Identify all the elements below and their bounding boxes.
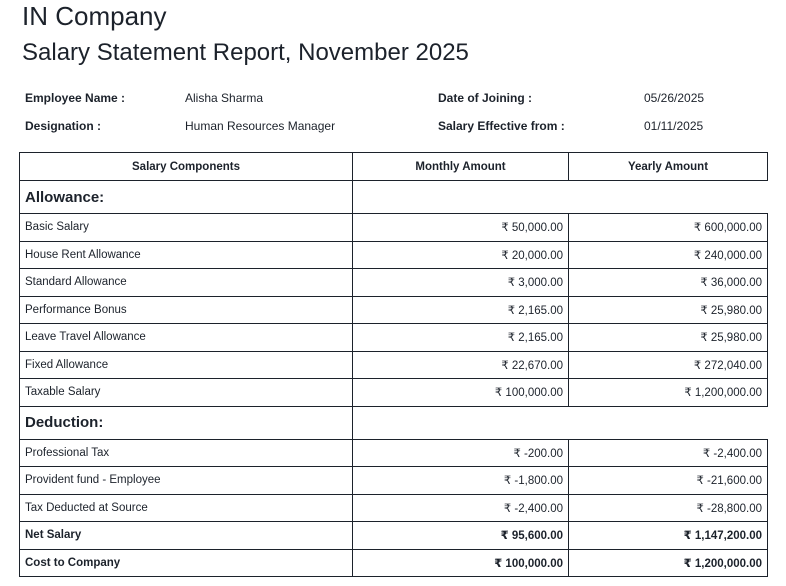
row-label: Professional Tax xyxy=(20,439,353,467)
table-header-row xyxy=(20,153,768,181)
row-label: Provident fund - Employee xyxy=(20,467,353,495)
table-row xyxy=(20,241,768,269)
table-row xyxy=(20,549,768,577)
table-row xyxy=(20,494,768,522)
company-name: IN Company xyxy=(22,1,167,31)
table-row xyxy=(20,439,768,467)
col-header-yearly-amount: Yearly Amount xyxy=(569,153,768,181)
date-of-joining-label: Date of Joining : xyxy=(438,91,532,105)
table-row xyxy=(20,296,768,324)
section-spacer xyxy=(353,406,768,439)
row-label: Basic Salary xyxy=(20,214,353,242)
monthly-amount-cell: ₹ -1,800.00 xyxy=(353,467,569,495)
yearly-amount-cell: ₹ 25,980.00 xyxy=(569,324,768,352)
monthly-amount-cell: ₹ 100,000.00 xyxy=(353,549,569,577)
row-label: Standard Allowance xyxy=(20,269,353,297)
section-label: Deduction: xyxy=(20,406,353,439)
table-row xyxy=(20,351,768,379)
employee-name-value: Alisha Sharma xyxy=(185,91,264,105)
table-row xyxy=(20,379,768,407)
row-label: Leave Travel Allowance xyxy=(20,324,353,352)
table-row xyxy=(20,214,768,242)
report-title: Salary Statement Report, November 2025 xyxy=(22,39,469,66)
monthly-amount-cell: ₹ 50,000.00 xyxy=(353,214,569,242)
col-header-monthly-amount: Monthly Amount xyxy=(353,153,569,181)
section-label: Allowance: xyxy=(20,181,353,214)
table-row xyxy=(20,467,768,495)
row-label: Taxable Salary xyxy=(20,379,353,407)
section-spacer xyxy=(353,181,768,214)
col-header-salary-components: Salary Components xyxy=(20,153,353,181)
monthly-amount-cell: ₹ 95,600.00 xyxy=(353,522,569,550)
yearly-amount-cell: ₹ 1,200,000.00 xyxy=(569,379,768,407)
yearly-amount-cell: ₹ 25,980.00 xyxy=(569,296,768,324)
date-of-joining-value: 05/26/2025 xyxy=(644,91,705,105)
monthly-amount-cell: ₹ 22,670.00 xyxy=(353,351,569,379)
row-label: Cost to Company xyxy=(20,549,353,577)
row-label: Tax Deducted at Source xyxy=(20,494,353,522)
row-label: House Rent Allowance xyxy=(20,241,353,269)
yearly-amount-cell: ₹ -21,600.00 xyxy=(569,467,768,495)
designation-label: Designation : xyxy=(25,119,102,133)
section-row xyxy=(20,406,768,439)
salary-effective-from-label: Salary Effective from : xyxy=(438,119,565,133)
monthly-amount-cell: ₹ 100,000.00 xyxy=(353,379,569,407)
row-label: Fixed Allowance xyxy=(20,351,353,379)
employee-info xyxy=(25,84,766,140)
yearly-amount-cell: ₹ 1,147,200.00 xyxy=(569,522,768,550)
yearly-amount-cell: ₹ 36,000.00 xyxy=(569,269,768,297)
row-label: Net Salary xyxy=(20,522,353,550)
monthly-amount-cell: ₹ 2,165.00 xyxy=(353,324,569,352)
table-row xyxy=(20,269,768,297)
section-row xyxy=(20,181,768,214)
yearly-amount-cell: ₹ 1,200,000.00 xyxy=(569,549,768,577)
monthly-amount-cell: ₹ -2,400.00 xyxy=(353,494,569,522)
yearly-amount-cell: ₹ 272,040.00 xyxy=(569,351,768,379)
monthly-amount-cell: ₹ 2,165.00 xyxy=(353,296,569,324)
monthly-amount-cell: ₹ -200.00 xyxy=(353,439,569,467)
monthly-amount-cell: ₹ 20,000.00 xyxy=(353,241,569,269)
table-row xyxy=(20,324,768,352)
employee-name-label: Employee Name : xyxy=(25,91,126,105)
yearly-amount-cell: ₹ 600,000.00 xyxy=(569,214,768,242)
yearly-amount-cell: ₹ -2,400.00 xyxy=(569,439,768,467)
monthly-amount-cell: ₹ 3,000.00 xyxy=(353,269,569,297)
table-row xyxy=(20,522,768,550)
row-label: Performance Bonus xyxy=(20,296,353,324)
salary-table xyxy=(19,152,768,577)
designation-value: Human Resources Manager xyxy=(185,119,336,133)
yearly-amount-cell: ₹ -28,800.00 xyxy=(569,494,768,522)
yearly-amount-cell: ₹ 240,000.00 xyxy=(569,241,768,269)
salary-effective-from-value: 01/11/2025 xyxy=(644,119,704,133)
